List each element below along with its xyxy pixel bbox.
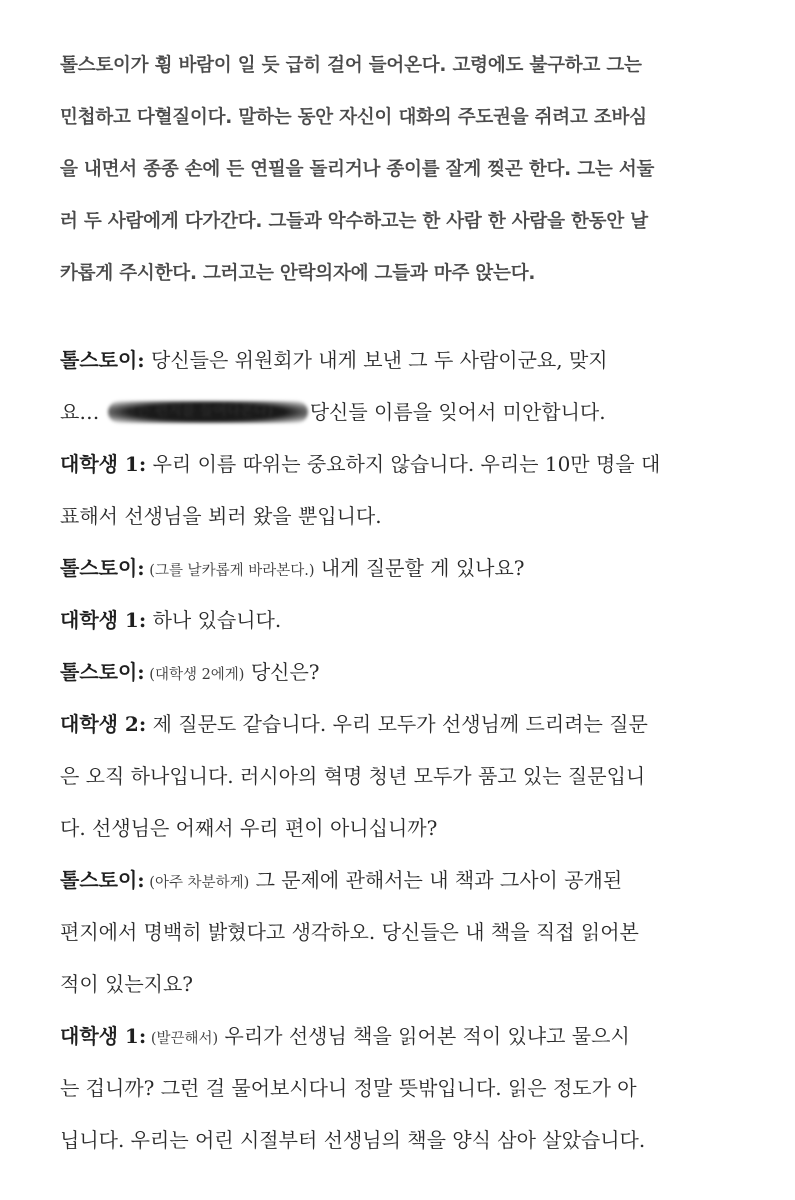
dialogue-line bbox=[60, 698, 710, 750]
dialogue-text: 우리가 선생님 책을 읽어본 적이 있냐고 물으시 bbox=[218, 1024, 630, 1048]
dialogue-text: 우리 이름 따위는 중요하지 않습니다. 우리는 10만 명을 대 bbox=[146, 452, 661, 476]
speaker-label: 대학생 1: bbox=[60, 1024, 147, 1048]
stage-direction: (발끈해서) bbox=[146, 1031, 219, 1047]
dialogue-line bbox=[60, 542, 710, 594]
dialogue-text: 편지에서 명백히 밝혔다고 생각하오. 당신들은 내 책을 직접 읽어본 bbox=[60, 920, 639, 944]
dialogue-line bbox=[60, 334, 710, 386]
dialogue-text: 적이 있는지요? bbox=[60, 972, 193, 996]
dialogue-line bbox=[60, 750, 710, 802]
dialogue-text: 표해서 선생님을 뵈러 왔을 뿐입니다. bbox=[60, 504, 382, 528]
redacted-text: (그는 편지를 들여다본다) bbox=[117, 403, 273, 419]
dialogue-line bbox=[60, 1010, 710, 1062]
dialogue-block bbox=[60, 334, 710, 1166]
dialogue-line bbox=[60, 438, 710, 490]
dialogue-text: 당신은? bbox=[244, 660, 320, 684]
dialogue-text: 당신들 이름을 잊어서 미안합니다. bbox=[309, 400, 606, 424]
dialogue-line bbox=[60, 906, 710, 958]
speaker-label: 톨스토이: bbox=[60, 660, 145, 684]
dialogue-text: 내게 질문할 게 있나요? bbox=[314, 556, 525, 580]
dialogue-text: 다. 선생님은 어째서 우리 편이 아니십니까? bbox=[60, 816, 438, 840]
speaker-label: 톨스토이: bbox=[60, 556, 145, 580]
redaction-scribble bbox=[108, 401, 308, 423]
dialogue-line bbox=[60, 854, 710, 906]
intro-line: 민첩하고 다혈질이다. 말하는 동안 자신이 대화의 주도권을 쥐려고 조바심 bbox=[60, 107, 647, 128]
dialogue-text: 요… bbox=[60, 400, 106, 424]
dialogue-line bbox=[60, 594, 710, 646]
dialogue-line bbox=[60, 386, 710, 438]
dialogue-text: 하나 있습니다. bbox=[146, 608, 282, 632]
stage-direction: (아주 차분하게) bbox=[144, 875, 250, 891]
dialogue-text: 닙니다. 우리는 어린 시절부터 선생님의 책을 양식 삼아 살았습니다. bbox=[60, 1128, 646, 1152]
dialogue-line bbox=[60, 646, 710, 698]
intro-line: 을 내면서 종종 손에 든 연필을 돌리거나 종이를 잘게 찢곤 한다. 그는 서둘 bbox=[60, 159, 655, 180]
dialogue-text: 는 겁니까? 그런 걸 물어보시다니 정말 뜻밖입니다. 읽은 정도가 아 bbox=[60, 1076, 637, 1100]
dialogue-text: 은 오직 하나입니다. 러시아의 혁명 청년 모두가 품고 있는 질문입니 bbox=[60, 764, 646, 788]
dialogue-line bbox=[60, 1114, 710, 1166]
speaker-label: 대학생 2: bbox=[60, 712, 147, 736]
stage-direction-paragraph bbox=[60, 40, 710, 300]
dialogue-line bbox=[60, 1062, 710, 1114]
speaker-label: 대학생 1: bbox=[60, 452, 147, 476]
dialogue-line bbox=[60, 958, 710, 1010]
dialogue-text: 그 문제에 관해서는 내 책과 그사이 공개된 bbox=[249, 868, 623, 892]
stage-direction: (그를 날카롭게 바라본다.) bbox=[144, 563, 315, 579]
dialogue-line bbox=[60, 490, 710, 542]
dialogue-line bbox=[60, 802, 710, 854]
speaker-label: 대학생 1: bbox=[60, 608, 147, 632]
speaker-label: 톨스토이: bbox=[60, 868, 145, 892]
dialogue-text: 당신들은 위원회가 내게 보낸 그 두 사람이군요, 맞지 bbox=[144, 348, 608, 372]
stage-direction: (대학생 2에게) bbox=[144, 667, 245, 683]
intro-line: 톨스토이가 휭 바람이 일 듯 급히 걸어 들어온다. 고령에도 불구하고 그는 bbox=[60, 55, 642, 76]
intro-line: 카롭게 주시한다. 그러고는 안락의자에 그들과 마주 앉는다. bbox=[60, 263, 536, 284]
dialogue-text: 제 질문도 같습니다. 우리 모두가 선생님께 드리려는 질문 bbox=[146, 712, 648, 736]
intro-line: 러 두 사람에게 다가간다. 그들과 악수하고는 한 사람 한 사람을 한동안 날 bbox=[60, 211, 648, 232]
speaker-label: 톨스토이: bbox=[60, 348, 145, 372]
